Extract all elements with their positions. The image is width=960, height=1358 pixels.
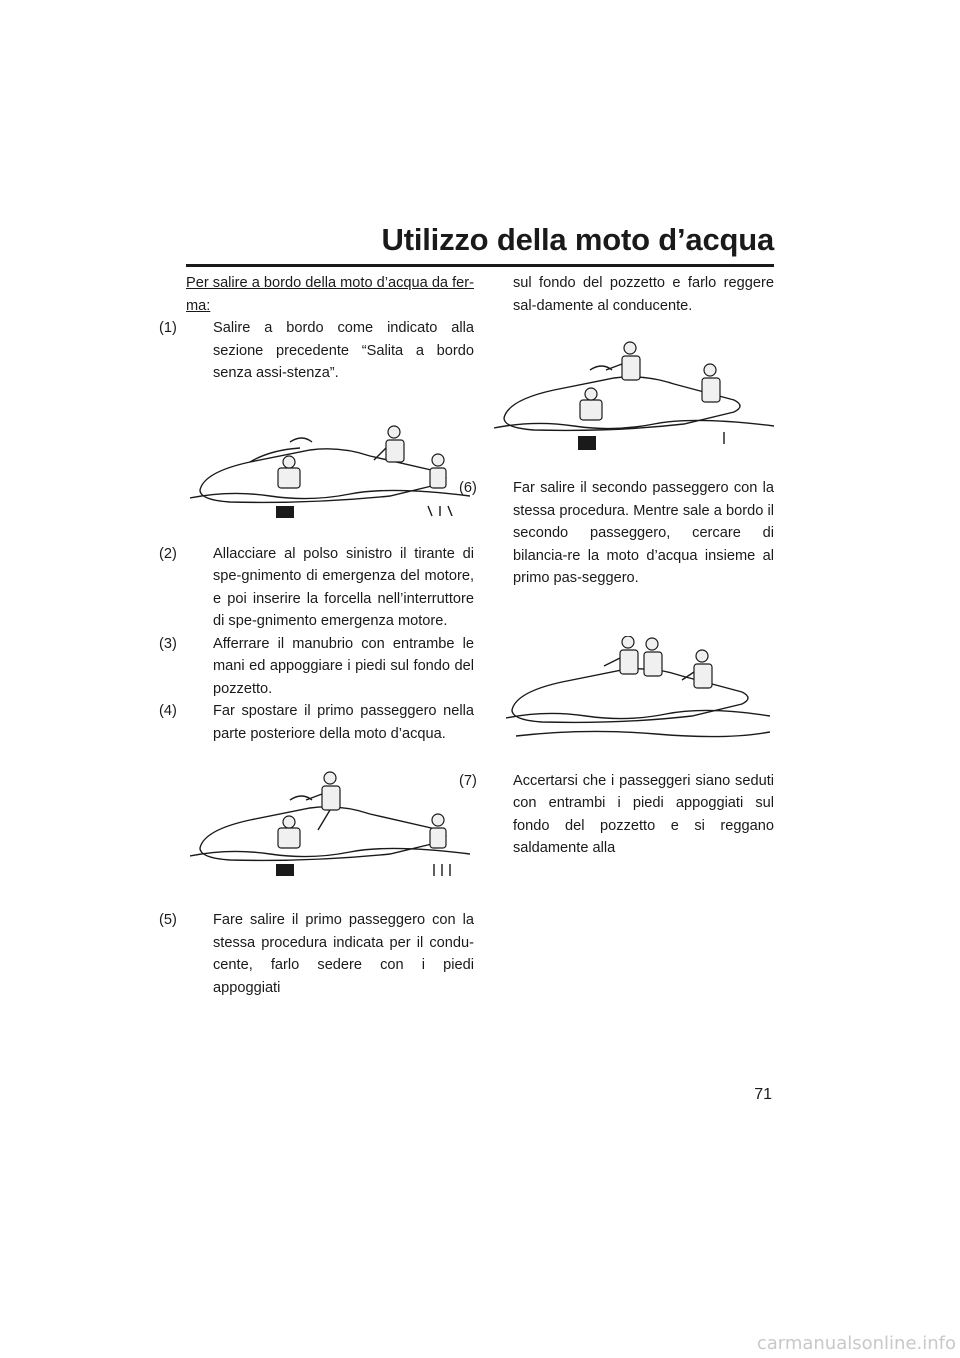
- step-text: Fare salire il primo passeggero con la stessa procedura indicata per il condu-cente, farlo sedere con i piedi appoggiati: [213, 912, 474, 996]
- step-7: [459, 770, 774, 860]
- illustration-first-passenger: [190, 770, 470, 880]
- step-text: Far salire il secondo passeggero con la stessa procedura. Mentre sale a bordo il secondo passeggero, cercare di bilancia-re la moto d’acqua insieme al primo pas-seggero.: [513, 480, 774, 586]
- step-1: [159, 317, 474, 385]
- step-5-continuation: [486, 272, 774, 317]
- step-number: (5): [159, 912, 177, 928]
- step-text: Far spostare il primo passeggero nella parte posteriore della moto d’acqua.: [213, 703, 474, 742]
- step-text: Allacciare al polso sinistro il tirante di spe-gnimento di emergenza del motore, e poi inserire la forcella nell’interruttore di spe-gnimento emergenza motore.: [213, 545, 474, 629]
- illustration-three-riders: [506, 636, 770, 746]
- step-number: (1): [159, 320, 177, 336]
- page-title: Utilizzo della moto d’acqua: [381, 222, 774, 257]
- step-5: [159, 909, 474, 999]
- section-subheading: Per salire a bordo della moto d’acqua da fer-ma:: [186, 275, 474, 314]
- step-6: [459, 477, 774, 590]
- step-text: Accertarsi che i passeggeri siano seduti con entrambi i piedi appoggiati sul fondo del pozzetto e si reggano saldamente alla: [513, 772, 774, 856]
- header-rule: [186, 264, 774, 267]
- illustration-second-passenger-water: [494, 340, 774, 452]
- step-number: (2): [159, 545, 177, 562]
- step-number: (3): [159, 635, 177, 652]
- watermark: carmanualsonline.info: [756, 1333, 956, 1354]
- step-2: [159, 543, 474, 633]
- step-text: sul fondo del pozzetto e farlo reggere sal-damente al conducente.: [513, 275, 774, 314]
- step-text: Salire a bordo come indicato alla sezione precedente “Salita a bordo senza assi-stenza”.: [213, 320, 474, 381]
- page-number: 71: [754, 1086, 772, 1103]
- step-4: [159, 700, 474, 745]
- step-number: (6): [459, 480, 477, 496]
- illustration-boarding-driver: [190, 420, 470, 520]
- step-number: (4): [159, 703, 177, 719]
- step-number: (7): [459, 772, 477, 789]
- left-column: [159, 272, 474, 999]
- step-3: [159, 633, 474, 701]
- step-text: Afferrare il manubrio con entrambe le mani ed appoggiare i piedi sul fondo del pozzetto.: [213, 635, 474, 697]
